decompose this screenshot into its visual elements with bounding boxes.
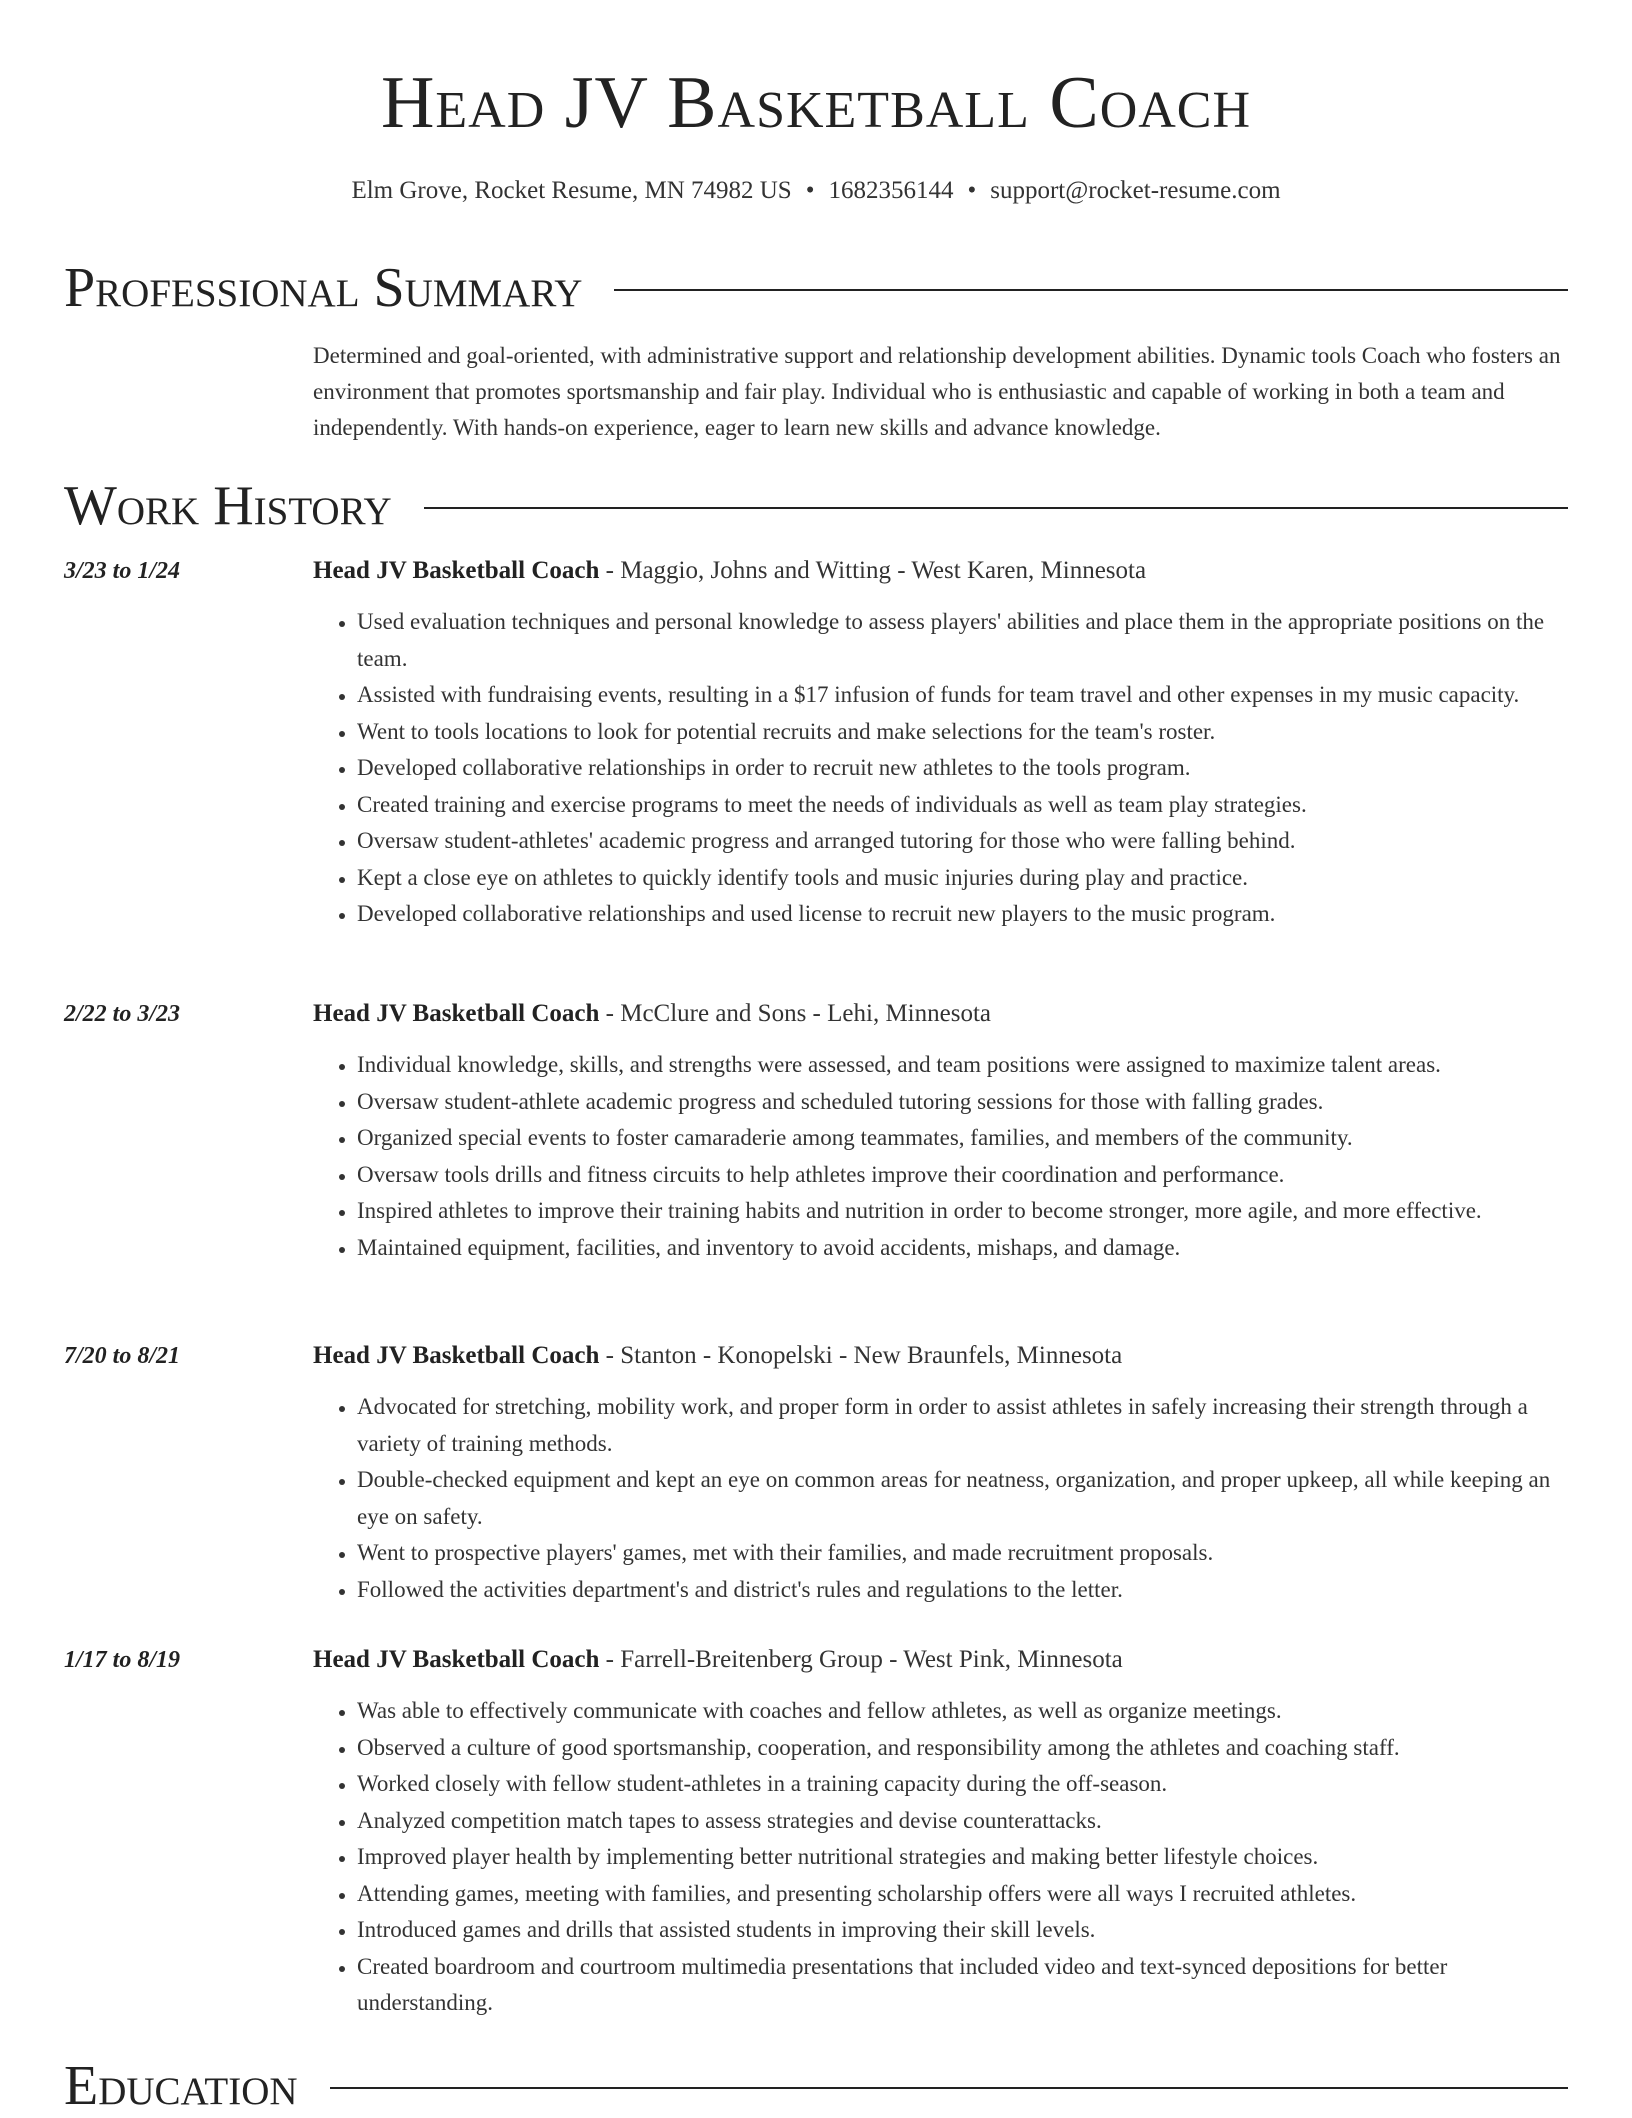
- job-bullet: • Assisted with fundraising events, resulting in a $17 infusion of funds for team travel and other expenses in my music capacity.: [357, 677, 1568, 714]
- job-bullet: • Followed the activities department's and district's rules and regulations to the letter.: [357, 1572, 1568, 1609]
- job-entry: [64, 1643, 1568, 2022]
- job-role: Head JV Basketball Coach: [313, 1646, 600, 1673]
- section-divider: [330, 2087, 1568, 2089]
- job-dates: 2/22 to 3/23: [64, 1001, 181, 1027]
- work-section-header: [64, 474, 1568, 538]
- section-divider: [424, 507, 1568, 509]
- job-bullet: • Improved player health by implementing better nutritional strategies and making better lifestyle choices.: [357, 1839, 1568, 1876]
- contact-email: support@rocket-resume.com: [990, 177, 1281, 204]
- job-body: [313, 1643, 1568, 2022]
- job-bullet: • Inspired athletes to improve their training habits and nutrition in order to become stronger, more agile, and more effective.: [357, 1193, 1568, 1230]
- job-bullets: [313, 1389, 1568, 1608]
- job-bullet: • Organized special events to foster camaraderie among teammates, families, and members of the community.: [357, 1120, 1568, 1157]
- job-bullets: [313, 604, 1568, 933]
- job-bullet: • Developed collaborative relationships and used license to recruit new players to the music program.: [357, 896, 1568, 933]
- job-employer: - Farrell-Breitenberg Group - West Pink, Minnesota: [599, 1646, 1123, 1673]
- job-body: [313, 1339, 1568, 1608]
- work-section-title: Work History: [64, 475, 392, 537]
- job-role: Head JV Basketball Coach: [313, 1342, 600, 1369]
- job-dates: 3/23 to 1/24: [64, 558, 181, 584]
- contact-line: [0, 174, 1632, 208]
- education-section-title: Education: [64, 2055, 298, 2117]
- job-title-line: [313, 554, 1568, 588]
- section-divider: [614, 289, 1568, 291]
- contact-phone: 1682356144: [828, 177, 954, 204]
- job-bullet: • Went to prospective players' games, met with their families, and made recruitment proposals.: [357, 1535, 1568, 1572]
- contact-address: Elm Grove, Rocket Resume, MN 74982 US: [351, 177, 792, 204]
- job-title-line: [313, 1339, 1568, 1373]
- job-bullet: • Developed collaborative relationships in order to recruit new athletes to the tools program.: [357, 750, 1568, 787]
- candidate-name: Head JV Basketball Coach: [380, 62, 1252, 144]
- job-bullet: • Oversaw tools drills and fitness circuits to help athletes improve their coordination and performance.: [357, 1157, 1568, 1194]
- job-bullet: • Went to tools locations to look for potential recruits and make selections for the team's roster.: [357, 714, 1568, 751]
- contact-separator: •: [967, 177, 977, 204]
- job-title-line: [313, 1643, 1568, 1677]
- contact-separator: •: [805, 177, 815, 204]
- summary-text: Determined and goal-oriented, with administrative support and relationship development abilities. Dynamic tools Coach who fosters an environment that promotes sportsmanship and fair play. Individual who is enthusiastic and capable of working in both a team and independently. With hands-on experience, eager to learn new skills and advance knowledge.: [313, 343, 1561, 440]
- job-bullet: • Was able to effectively communicate with coaches and fellow athletes, as well as organize meetings.: [357, 1693, 1568, 1730]
- job-bullet: • Introduced games and drills that assisted students in improving their skill levels.: [357, 1912, 1568, 1949]
- job-entry: [64, 554, 1568, 933]
- education-section-header: [64, 2054, 1568, 2118]
- job-role: Head JV Basketball Coach: [313, 1000, 600, 1027]
- summary-section-title: Professional Summary: [64, 257, 583, 319]
- job-employer: - Maggio, Johns and Witting - West Karen, Minnesota: [599, 557, 1147, 584]
- job-bullet: • Used evaluation techniques and personal knowledge to assess players' abilities and place them in the appropriate positions on the team.: [357, 604, 1568, 677]
- job-role: Head JV Basketball Coach: [313, 557, 600, 584]
- summary-section-header: [64, 256, 1568, 320]
- job-entry: [64, 1339, 1568, 1608]
- job-bullets: [313, 1693, 1568, 2022]
- job-bullet: • Maintained equipment, facilities, and inventory to avoid accidents, mishaps, and damage.: [357, 1230, 1568, 1267]
- job-dates: 1/17 to 8/19: [64, 1647, 181, 1673]
- job-bullet: • Oversaw student-athlete academic progress and scheduled tutoring sessions for those with falling grades.: [357, 1084, 1568, 1121]
- job-dates: 7/20 to 8/21: [64, 1343, 181, 1369]
- job-employer: - Stanton - Konopelski - New Braunfels, Minnesota: [599, 1342, 1123, 1369]
- job-bullet: • Analyzed competition match tapes to assess strategies and devise counterattacks.: [357, 1803, 1568, 1840]
- job-bullet: • Created boardroom and courtroom multimedia presentations that included video and text-synced depositions for better understanding.: [357, 1949, 1568, 2022]
- job-bullet: • Kept a close eye on athletes to quickly identify tools and music injuries during play and practice.: [357, 860, 1568, 897]
- job-bullet: • Individual knowledge, skills, and strengths were assessed, and team positions were assigned to maximize talent areas.: [357, 1047, 1568, 1084]
- job-bullet: • Attending games, meeting with families, and presenting scholarship offers were all ways I recruited athletes.: [357, 1876, 1568, 1913]
- job-bullet: • Created training and exercise programs to meet the needs of individuals as well as team play strategies.: [357, 787, 1568, 824]
- job-bullet: • Advocated for stretching, mobility work, and proper form in order to assist athletes in safely increasing their strength through a variety of training methods.: [357, 1389, 1568, 1462]
- job-bullet: • Oversaw student-athletes' academic progress and arranged tutoring for those who were falling behind.: [357, 823, 1568, 860]
- job-title-line: [313, 997, 1568, 1031]
- job-body: [313, 554, 1568, 933]
- job-bullet: • Double-checked equipment and kept an eye on common areas for neatness, organization, and proper upkeep, all while keeping an eye on safety.: [357, 1462, 1568, 1535]
- job-entry: [64, 997, 1568, 1266]
- job-employer: - McClure and Sons - Lehi, Minnesota: [599, 1000, 991, 1027]
- job-bullet: • Worked closely with fellow student-athletes in a training capacity during the off-season.: [357, 1766, 1568, 1803]
- job-body: [313, 997, 1568, 1266]
- job-bullet: • Observed a culture of good sportsmanship, cooperation, and responsibility among the athletes and coaching staff.: [357, 1730, 1568, 1767]
- job-bullets: [313, 1047, 1568, 1266]
